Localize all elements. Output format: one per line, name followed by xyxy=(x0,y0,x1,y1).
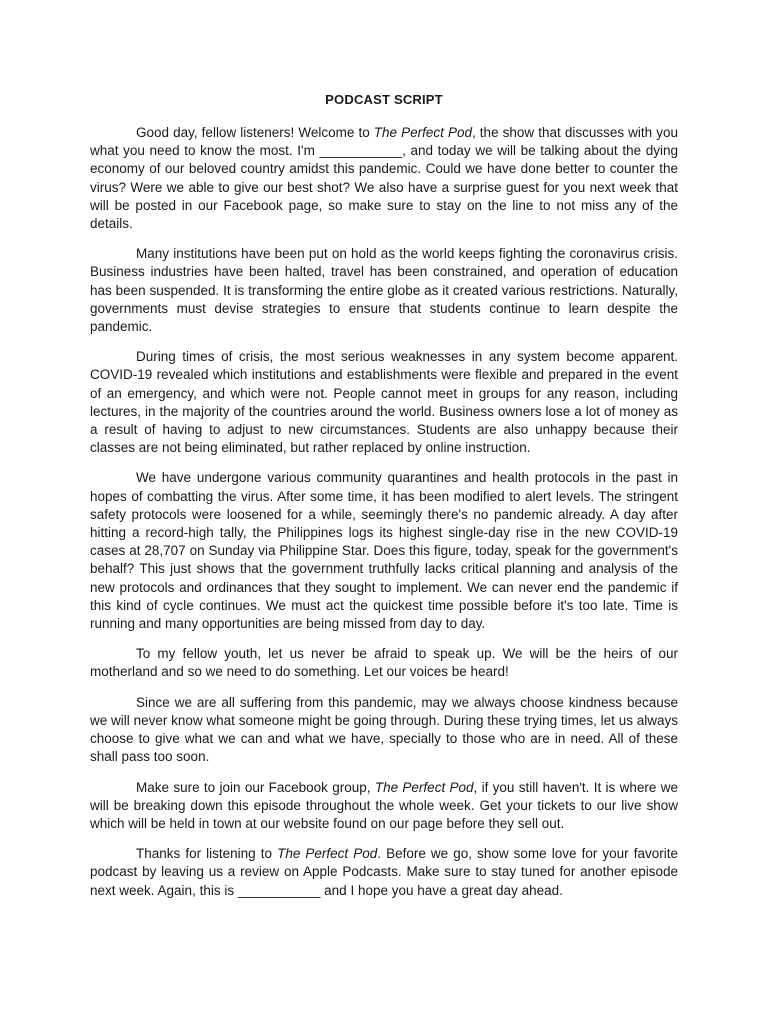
paragraph-text: . Before we go, show some love for your favorite podcast by leaving us a review on Apple Podcasts. Make sure to stay tuned for another episode next week. Again, this is ___________ and I hope you have a great day ahead. xyxy=(90,846,678,898)
show-name: The Perfect Pod xyxy=(277,846,378,862)
paragraph-facebook-group xyxy=(90,779,678,834)
paragraph-kindness: Since we are all suffering from this pandemic, may we always choose kindness because we will never know what someone might be going through. During these trying times, let us always choose to give what we can and what we have, specially to those who are in need. All of these shall pass too soon. xyxy=(90,694,678,765)
paragraph-text: Thanks for listening to xyxy=(136,846,278,862)
paragraph-text: Make sure to join our Facebook group, xyxy=(136,779,375,795)
show-name: The Perfect Pod xyxy=(373,125,472,140)
document-body xyxy=(90,124,678,912)
page-title: PODCAST SCRIPT xyxy=(325,92,443,107)
paragraph-text: , if you still haven't. It is where we will be breaking down this episode throughout the whole week. Get your tickets to our live show which will be held in town at our website found on our page before they sell out. xyxy=(90,779,678,831)
paragraph-text: Good day, fellow listeners! Welcome to xyxy=(136,125,374,140)
paragraph-welcome xyxy=(90,124,678,233)
paragraph-closing xyxy=(90,845,678,900)
show-name: The Perfect Pod xyxy=(374,779,474,795)
paragraph-text: , the show that discusses with you what you need to know the most. I'm ___________, and today we will be talking about the dying economy of our beloved country amidst this pandemic. Could we have done better to counter the virus? Were we able to give our best shot? We also have a surprise guest for you next week that will be posted in our Facebook page, so make sure to stay on the line to not miss any of the details. xyxy=(90,125,679,232)
paragraph-crisis: During times of crisis, the most serious weaknesses in any system become apparent. COVID-19 revealed which institutions and establishments were flexible and prepared in the event of an emergency, and which were not. People cannot meet in groups for any reason, including lectures, in the majority of the countries around the world. Business owners lose a lot of money as a result of having to adjust to new circumstances. Students are also unhappy because their classes are not being eliminated, but rather replaced by online instruction. xyxy=(90,349,678,456)
paragraph-institutions: Many institutions have been put on hold as the world keeps fighting the coronavirus crisis. Business industries have been halted, travel has been constrained, and operation of education has been suspended. It is transforming the entire globe as it created various restrictions. Naturally, governments must devise strategies to ensure that students continue to learn despite the pandemic. xyxy=(90,246,678,335)
paragraph-quarantines: We have undergone various community quarantines and health protocols in the past in hopes of combatting the virus. After some time, it has been modified to alert levels. The stringent safety protocols were loosened for a while, seemingly there's no pandemic already. A day after hitting a record-high tally, the Philippines logs its highest single-day rise in the new COVID-19 cases at 28,707 on Sunday via Philippine Star. Does this figure, today, speak for the government's behalf? This just shows that the government truthfully lacks critical planning and analysis of the new protocols and ordinances that they sought to implement. We can never end the pandemic if this kind of cycle continues. We must act the quickest time possible before it's too late. Time is running and many opportunities are being missed from day to day. xyxy=(90,470,678,632)
paragraph-youth: To my fellow youth, let us never be afraid to speak up. We will be the heirs of our motherland and so we need to do something. Let our voices be heard! xyxy=(90,646,678,680)
